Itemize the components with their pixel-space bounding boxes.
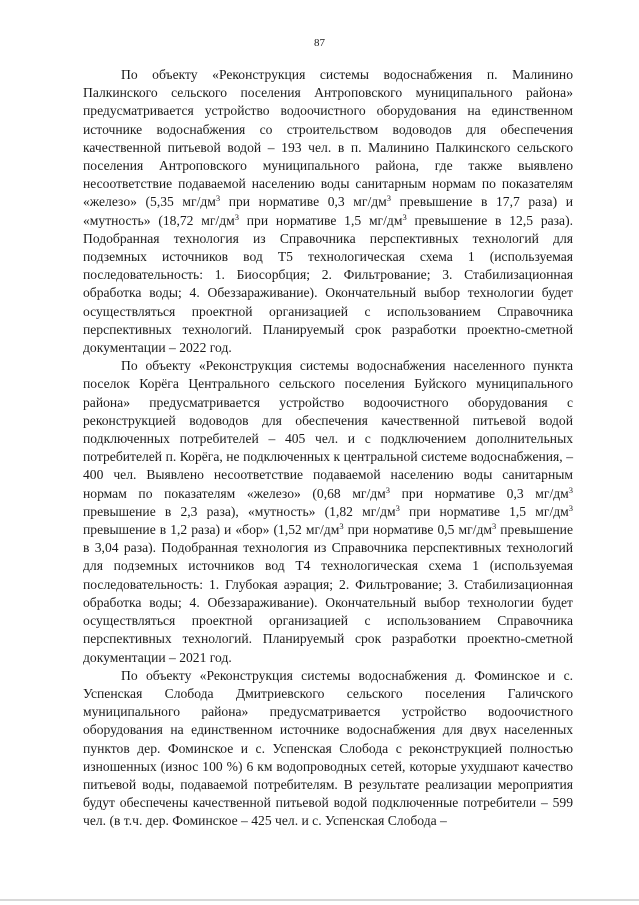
superscript: 3 (568, 502, 573, 513)
text-run: при нормативе 1,5 мг/дм (238, 212, 403, 228)
superscript: 3 (339, 521, 344, 532)
superscript: 3 (568, 484, 573, 495)
text-run: По объекту «Реконструкция системы водоснабжения населенного пункта поселок Корёга Центрального сельского поселения Буйского муниципального района» предусматривается устройство водоочистного оборудования с реконструкцией водоводов для обеспечения качественной питьевой водой подключенных потребителей – 405 чел. и с подключением дополнительных потребителей п. Корёга, не подключенных к центральной системе водоснабжения, – 400 чел. Выявлено несоответствие подаваемой населению воды санитарным нормам по показателям «железо» (0,68 мг/дм (83, 358, 573, 501)
text-run: превышение в 17,7 раза) и «мутность» (18,72 мг/дм (83, 194, 573, 228)
superscript: 3 (491, 521, 497, 532)
page-bottom-edge (0, 899, 639, 901)
text-run: По объекту «Реконструкция системы водоснабжения п. Малинино Палкинского сельского поселения Антроповского муниципального района» предусматривается устройство водоочистного оборудования на единственном источнике водоснабжения со строительством водоводов для обеспечения качественной питьевой водой – 193 чел. в п. Малинино Палкинского сельского поселения Антроповского муниципального района, где также выявлено несоответствие подаваемой населению воды санитарным нормам по показателям «железо» (5,35 мг/дм (83, 67, 573, 210)
text-run: при нормативе 0,5 мг/дм (343, 522, 492, 538)
text-run: при нормативе 0,3 мг/дм (220, 194, 387, 210)
paragraph-fominskoe (83, 667, 573, 831)
superscript: 3 (402, 211, 407, 222)
superscript: 3 (215, 193, 221, 204)
superscript: 3 (234, 211, 239, 222)
superscript: 3 (385, 484, 391, 495)
text-run: превышение в 12,5 раза). Подобранная технология из Справочника перспективных технологий для подземных источников вод Т5 технологическая схема 1 (используемая последовательность: 1. Биосорбция; 2. Фильтрование; 3. Стабилизационная обработка воды; 4. Обеззараживание). Окончательный выбор технологии будет осуществляться проектной организацией с использованием Справочника перспективных технологий. Планируемый срок разработки проектно-сметной документации – 2022 год. (83, 212, 574, 356)
paragraph-malinino (83, 66, 573, 357)
text-run: По объекту «Реконструкция системы водоснабжения д. Фоминское и с. Успенская Слобода Дмитриевского сельского поселения Галичского муниципального района» предусматривается устройство водоочистного оборудования на единственном источнике водоснабжения для двух населенных пунктов дер. Фоминское и с. Успенская Слобода с реконструкцией полностью изношенных (износ 100 %) 6 км водопроводных сетей, которые ухудшают качество питьевой воды, подаваемой потребителям. В результате реализации мероприятия будут обеспечены качественной питьевой водой подключенные потребители – 599 чел. (в т.ч. дер. Фоминское – 425 чел. и с. Успенская Слобода – (83, 667, 573, 829)
text-run: превышение в 1,2 раза) и «бор» (1,52 мг/дм (83, 522, 340, 538)
superscript: 3 (386, 193, 392, 204)
text-run: при нормативе 1,5 мг/дм (399, 503, 569, 519)
document-body (83, 66, 573, 831)
text-run: превышение в 2,3 раза), «мутность» (1,82 мг/дм (83, 503, 396, 519)
text-run: превышение в 3,04 раза). Подобранная технология из Справочника перспективных технологий для подземных источников вод Т4 технологическая схема 1 (используемая последовательность: 1. Глубокая аэрация; 2. Фильтрование; 3. Стабилизационная обработка воды; 4. Обеззараживание). Окончательный выбор технологии будет осуществляться проектной организацией с использованием Справочника перспективных технологий. Планируемый срок разработки проектно-сметной документации – 2021 год. (83, 522, 573, 665)
page-number: 87 (314, 37, 325, 49)
text-run: при нормативе 0,3 мг/дм (390, 485, 569, 501)
superscript: 3 (395, 502, 400, 513)
paragraph-korega (83, 357, 573, 666)
